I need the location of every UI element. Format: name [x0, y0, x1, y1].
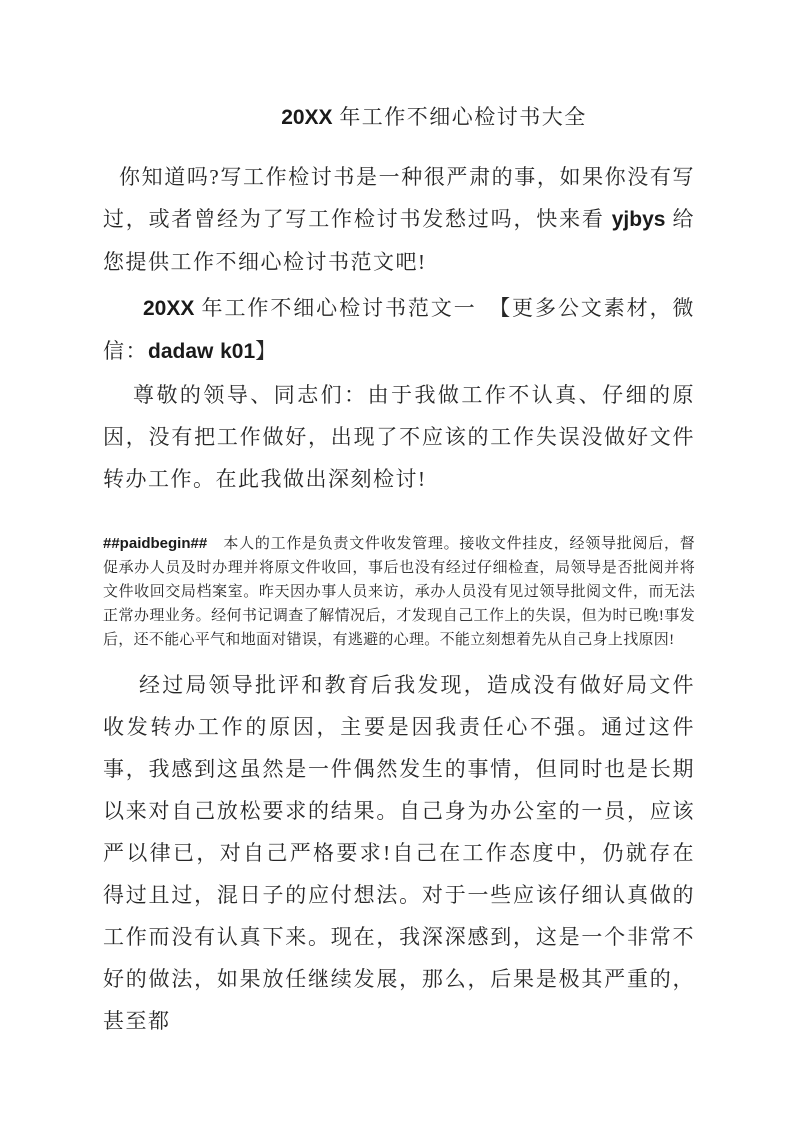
paragraph-self-reflection: 经过局领导批评和教育后我发现，造成没有做好局文件收发转办工作的原因，主要是因我责任心不强。通过这件事，我感到这虽然是一件偶然发生的事情，但同时也是长期以来对自己放松要求的结果。自己身为办公室的一员，应该严以律已，对自己严格要求!自己在工作态度中，仍就存在得过且过，混日子的应付想法。对于一些应该仔细认真做的工作而没有认真下来。现在，我深深感到，这是一个非常不好的做法，如果放任继续发展，那么，后果是极其严重的，甚至都 [103, 673, 695, 1033]
paragraph-paid-note: ##paidbegin## 本人的工作是负责文件收发管理。接收文件挂皮，经领导批阅后，督促承办人员及时办理并将原文件收回，事后也没有经过仔细检查，局领导是否批阅并将文件收回交局档案室。昨天因办事人员来访，承办人员没有见过领导批阅文件，而无法正常办理业务。经何书记调查了解情况后，才发现自己工作上的失误，但为时已晚!事发后，还不能心平气和地面对错误，有逃避的心理。不能立刻想着先从自己身上找原因! [103, 535, 695, 648]
paragraph-sample-heading: 20XX 年工作不细心检讨书范文一 【更多公文素材，微信：dadaw k01】 [103, 296, 695, 363]
document-content [103, 96, 695, 1042]
document-title: 20XX 年工作不细心检讨书大全 [281, 105, 587, 129]
paragraph-intro: 你知道吗?写工作检讨书是一种很严肃的事，如果你没有写过，或者曾经为了写工作检讨书发愁过吗，快来看 yjbys 给您提供工作不细心检讨书范文吧! [103, 165, 696, 274]
paragraph-salutation: 尊敬的领导、同志们：由于我做工作不认真、仔细的原因，没有把工作做好，出现了不应该的工作失误没做好文件转办工作。在此我做出深刻检讨! [103, 383, 695, 491]
